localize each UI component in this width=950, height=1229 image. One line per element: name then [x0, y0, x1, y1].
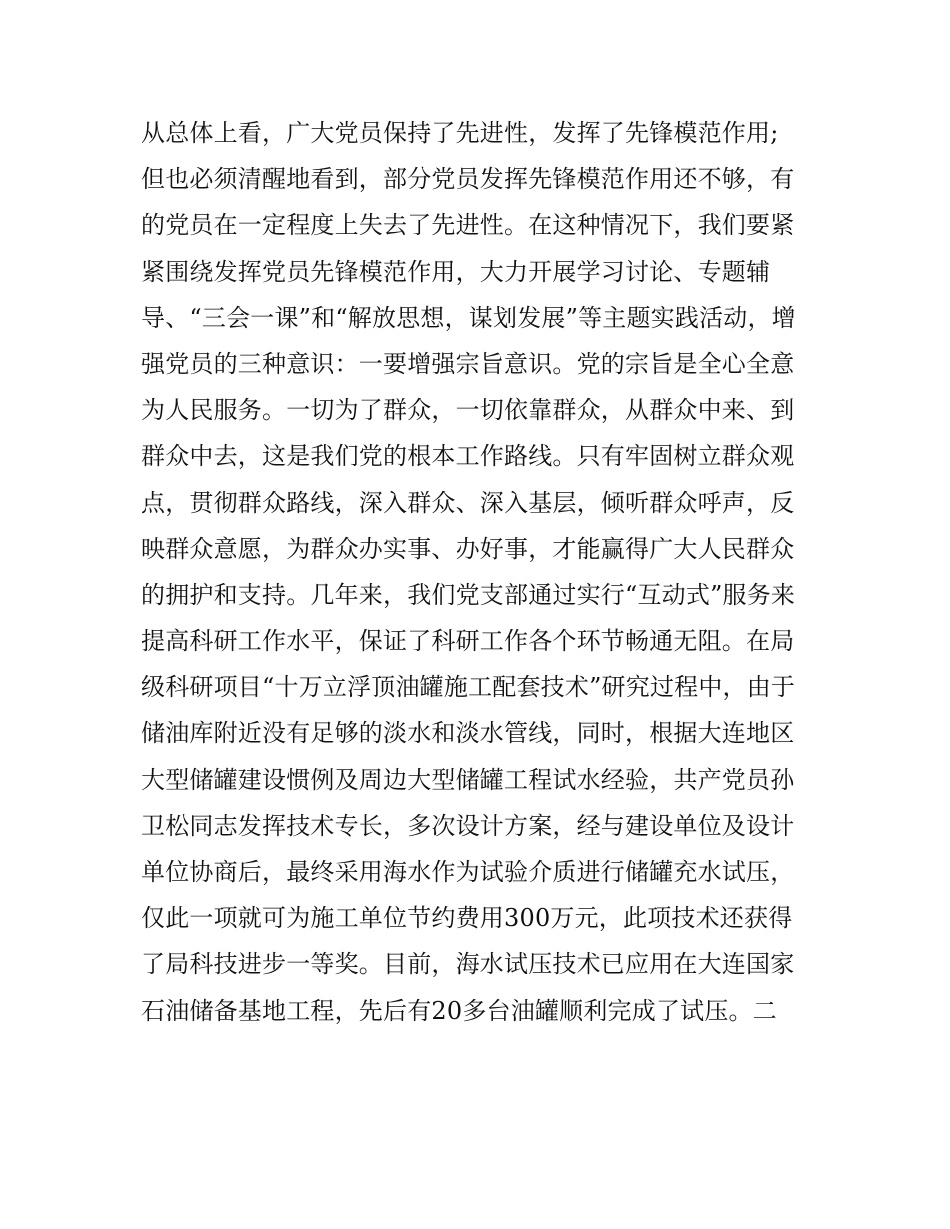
text-line: 仅此一项就可为施工单位节约费用300万元，此项技术还获得 — [141, 904, 793, 933]
text-line: 映群众意愿，为群众办实事、办好事，才能赢得广大人民群众 — [141, 534, 795, 563]
text-line: 石油储备基地工程，先后有20多台油罐顺利完成了试压。二 — [141, 996, 777, 1025]
text-line: 点，贯彻群众路线，深入群众、深入基层，倾听群众呼声，反 — [141, 488, 795, 517]
text-line: 紧围绕发挥党员先锋模范作用，大力开展学习讨论、专题辅 — [141, 257, 771, 286]
text-line: 单位协商后，最终采用海水作为试验介质进行储罐充水试压， — [141, 858, 795, 886]
text-line: 但也必须清醒地看到，部分党员发挥先锋模范作用还不够，有 — [141, 165, 795, 194]
text-line: 级科研项目“十万立浮顶油罐施工配套技术”研究过程中，由于 — [141, 673, 796, 702]
text-line: 的党员在一定程度上失去了先进性。在这种情况下，我们要紧 — [141, 211, 795, 240]
text-line: 大型储罐建设惯例及周边大型储罐工程试水经验，共产党员孙 — [141, 765, 795, 794]
text-line: 导、“三会一课”和“解放思想，谋划发展”等主题实践活动，增 — [141, 303, 796, 332]
text-line: 储油库附近没有足够的淡水和淡水管线，同时，根据大连地区 — [141, 719, 795, 748]
text-line: 卫松同志发挥技术专长，多次设计方案，经与建设单位及设计 — [141, 811, 795, 840]
text-line: 了局科技进步一等奖。目前，海水试压技术已应用在大连国家 — [141, 950, 795, 979]
text-line: 群众中去，这是我们党的根本工作路线。只有牢固树立群众观 — [141, 442, 795, 471]
body-paragraph — [141, 110, 821, 1034]
text-line: 提高科研工作水平，保证了科研工作各个环节畅通无阻。在局 — [141, 627, 795, 656]
text-line: 的拥护和支持。几年来，我们党支部通过实行“互动式”服务来 — [141, 580, 796, 609]
text-line: 强党员的三种意识：一要增强宗旨意识。党的宗旨是全心全意 — [141, 349, 795, 378]
text-line: 从总体上看，广大党员保持了先进性，发挥了先锋模范作用; — [141, 119, 779, 147]
text-line: 为人民服务。一切为了群众，一切依靠群众，从群众中来、到 — [141, 396, 795, 425]
